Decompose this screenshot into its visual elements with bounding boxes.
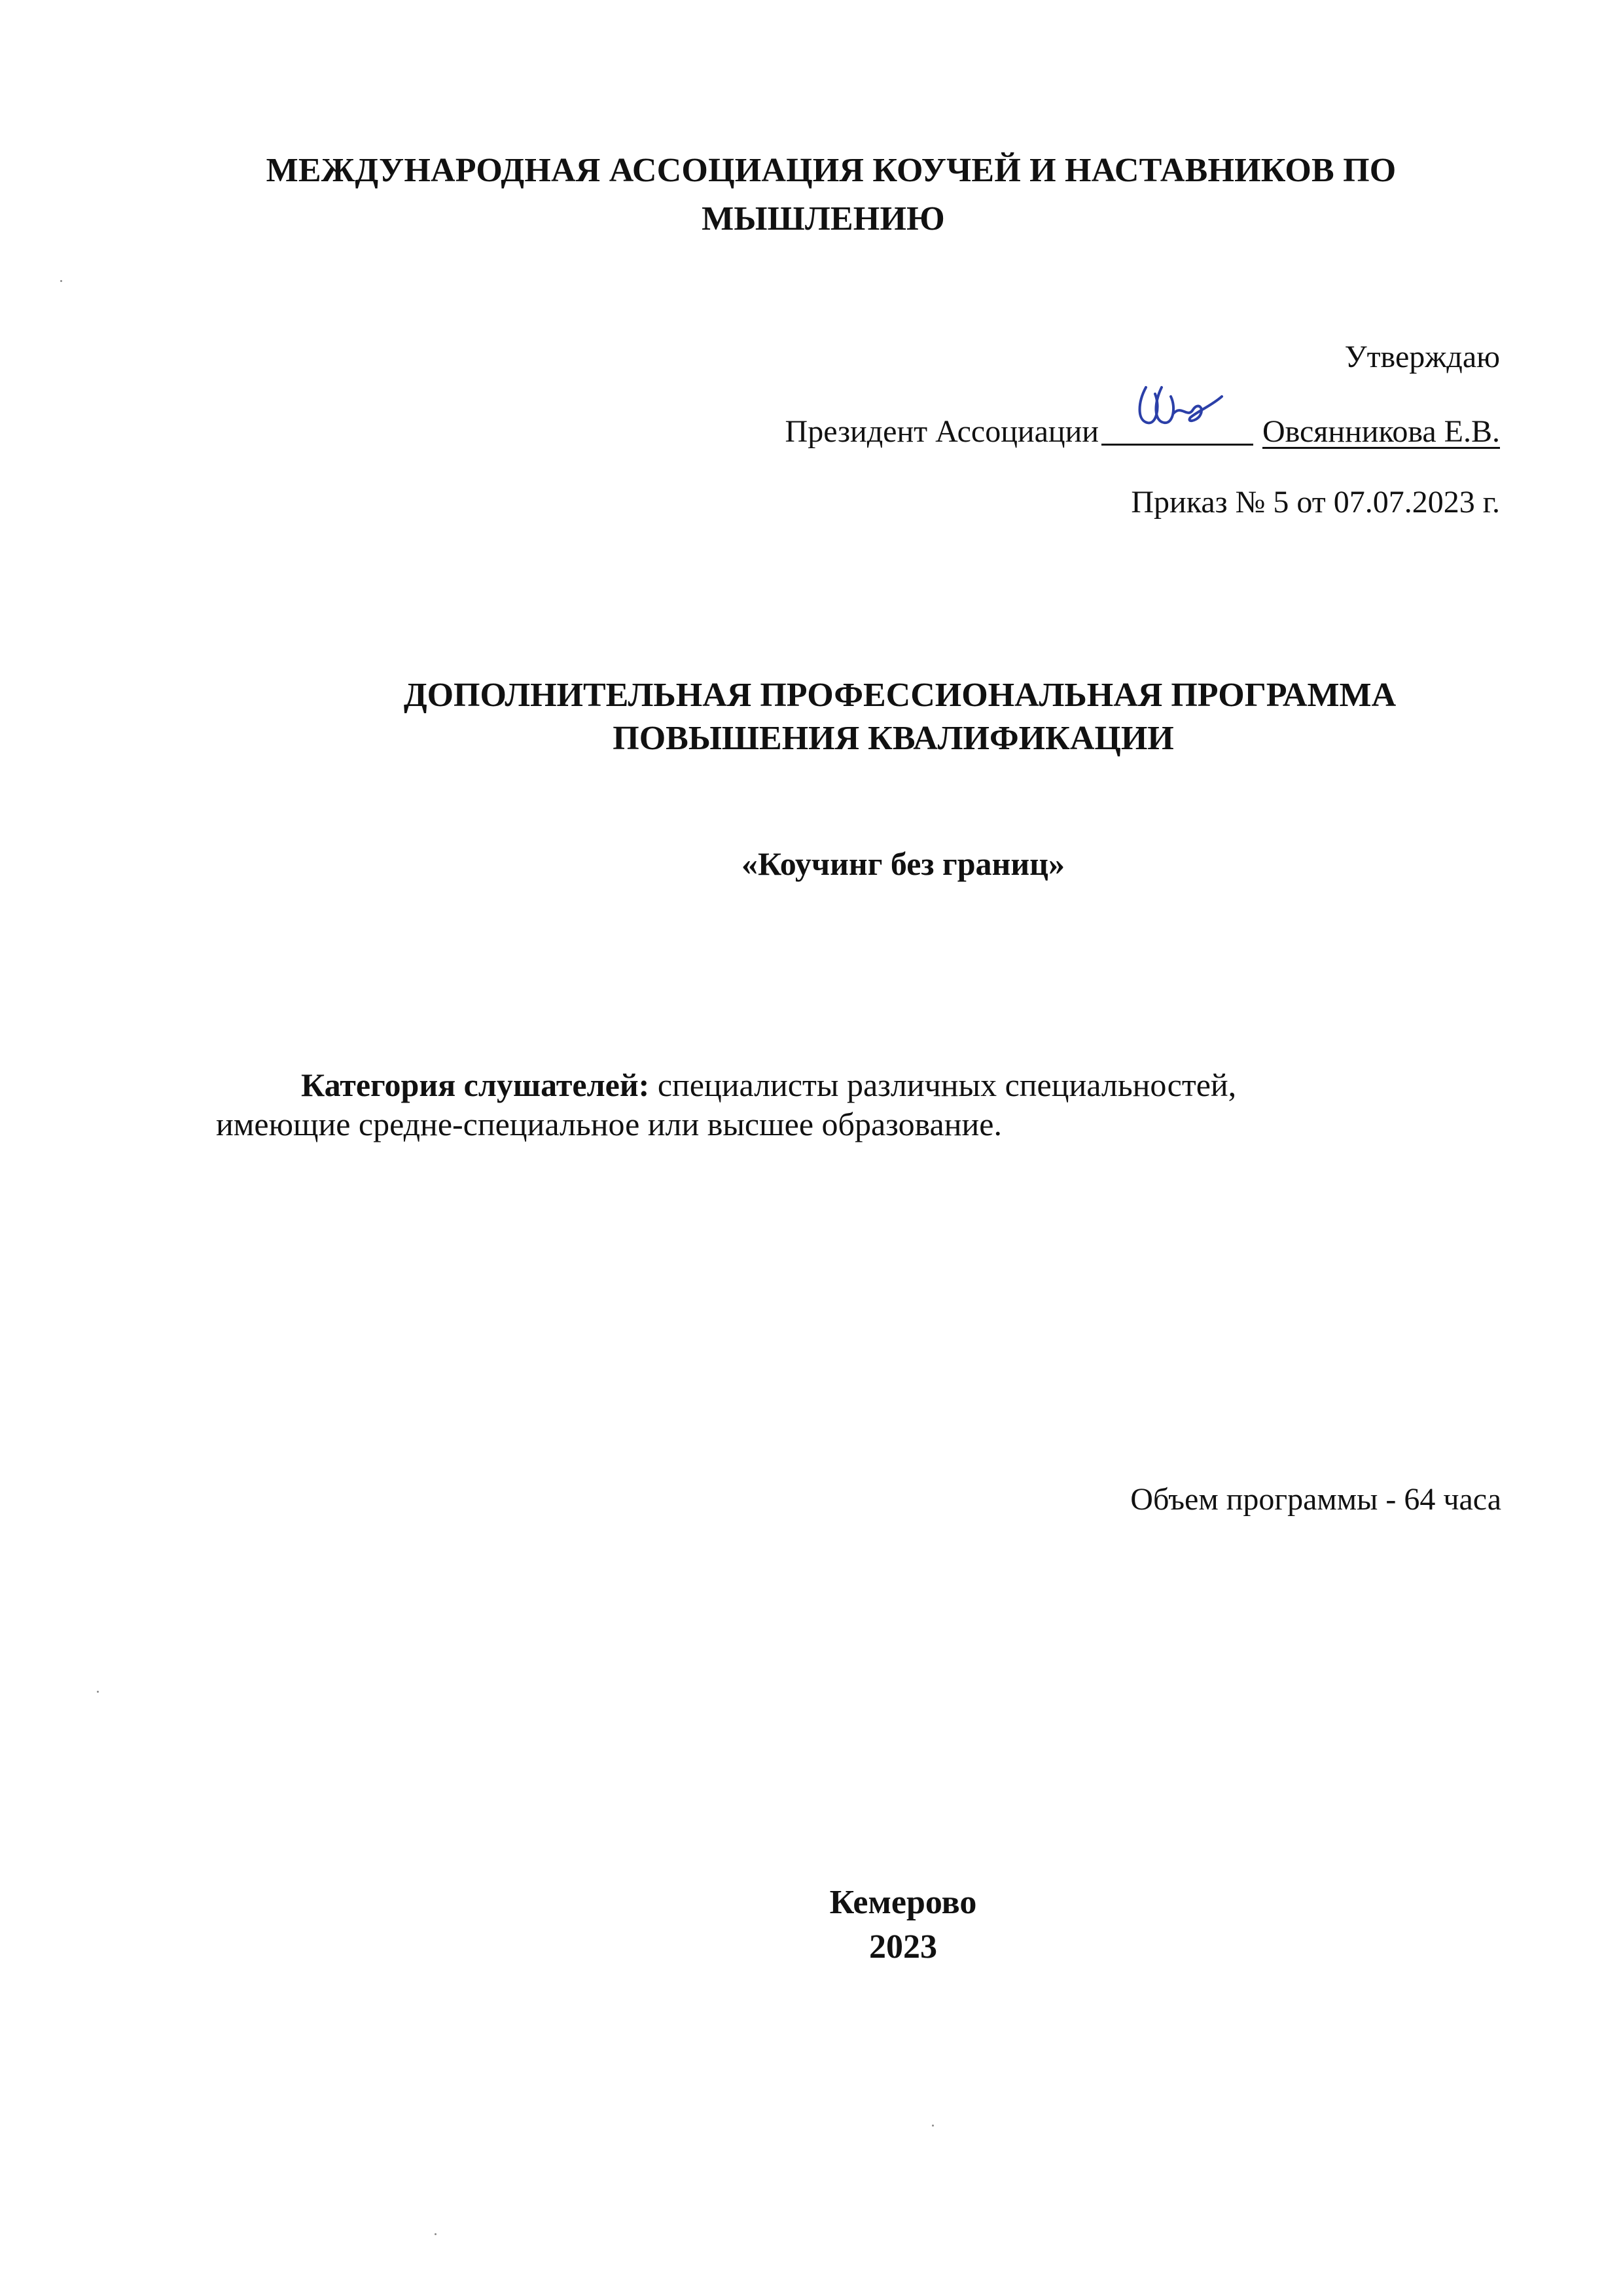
scan-speck bbox=[435, 2233, 437, 2235]
organization-line-2: МЫШЛЕНИЮ bbox=[702, 200, 945, 238]
president-position: Президент Ассоциации bbox=[785, 414, 1099, 449]
footer-place-year bbox=[0, 1881, 1623, 1969]
footer-year: 2023 bbox=[869, 1928, 937, 1966]
signatory-name: Овсянникова Е.В. bbox=[1262, 414, 1500, 449]
course-name: «Коучинг без границ» bbox=[741, 845, 1065, 882]
approve-word: Утверждаю bbox=[1344, 340, 1500, 374]
category-text-line-2: имеющие средне-специальное или высшее образование. bbox=[216, 1106, 1002, 1142]
signature-blank bbox=[1101, 407, 1253, 446]
category-label: Категория слушателей: bbox=[301, 1067, 650, 1103]
program-title bbox=[0, 674, 1623, 760]
organization-line-1: МЕЖДУНАРОДНАЯ АССОЦИАЦИЯ КОУЧЕЙ И НАСТАВНИКОВ ПО bbox=[266, 152, 1397, 189]
category-paragraph bbox=[216, 1065, 1459, 1144]
footer-city: Кемерово bbox=[829, 1884, 977, 1921]
scan-speck bbox=[932, 2125, 934, 2127]
handwritten-signature bbox=[1128, 368, 1226, 440]
program-title-line-2: ПОВЫШЕНИЯ КВАЛИФИКАЦИИ bbox=[613, 720, 1174, 757]
scan-speck bbox=[97, 1691, 99, 1693]
program-volume: Объем программы - 64 часа bbox=[1130, 1482, 1501, 1517]
organization-heading bbox=[0, 147, 1623, 243]
program-title-line-1: ДОПОЛНИТЕЛЬНАЯ ПРОФЕССИОНАЛЬНАЯ ПРОГРАММА bbox=[403, 677, 1397, 714]
scan-speck bbox=[60, 280, 62, 282]
category-text-line-1: специалисты различных специальностей, bbox=[657, 1067, 1237, 1103]
order-reference: Приказ № 5 от 07.07.2023 г. bbox=[1131, 485, 1500, 520]
president-signature-line bbox=[785, 407, 1500, 451]
